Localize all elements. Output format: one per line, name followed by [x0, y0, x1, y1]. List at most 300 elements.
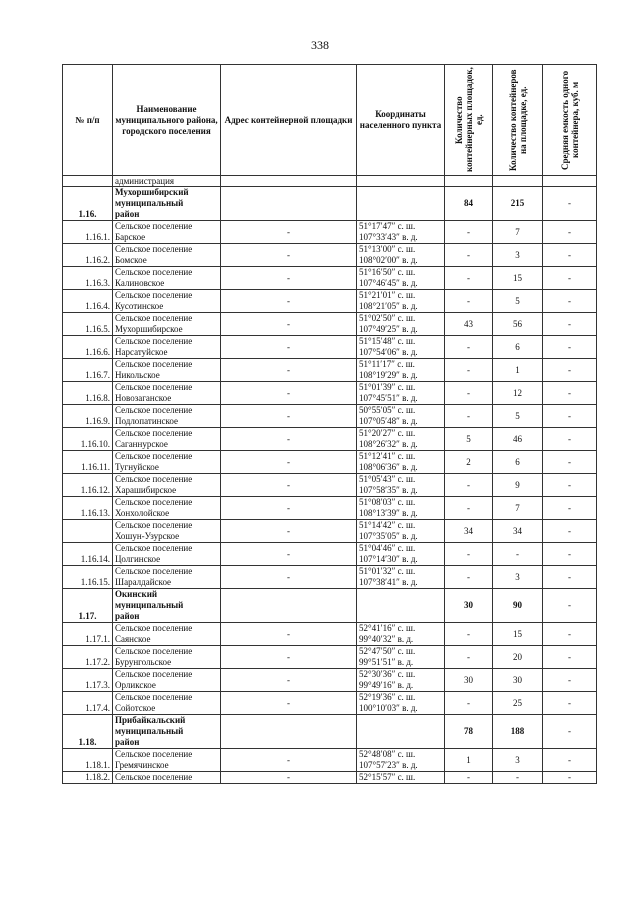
- containers-count: 12: [493, 382, 543, 405]
- container-address: -: [221, 359, 357, 382]
- name-line: Сельское поселение: [115, 359, 193, 369]
- sites-count: -: [445, 405, 493, 428]
- name-line: Саянское: [115, 634, 151, 644]
- latitude: 52°30′36″ с. ш.: [359, 669, 416, 679]
- row-number: 1.18.1.: [63, 749, 113, 772]
- settlement-name: [113, 566, 221, 589]
- name-line: Орликское: [115, 680, 156, 690]
- latitude: 52°41′16″ с. ш.: [359, 623, 416, 633]
- settlement-name: [113, 520, 221, 543]
- coordinates: [357, 382, 445, 405]
- table-row: [63, 382, 597, 405]
- longitude: 108°21′05″ в. д.: [359, 301, 418, 311]
- name-line: Бурунгольское: [115, 657, 172, 667]
- containers-count: 3: [493, 749, 543, 772]
- average-capacity: -: [543, 451, 597, 474]
- latitude: 51°01′32″ с. ш.: [359, 566, 416, 576]
- latitude: 51°02′50″ с. ш.: [359, 313, 416, 323]
- row-number: 1.16.2.: [63, 244, 113, 267]
- container-address: -: [221, 451, 357, 474]
- containers-count: 20: [493, 646, 543, 669]
- name-line: Калиновское: [115, 278, 165, 288]
- coordinates: [357, 290, 445, 313]
- coordinates: [357, 669, 445, 692]
- name-line: Сельское поселение: [115, 451, 193, 461]
- containers-count: 7: [493, 497, 543, 520]
- average-capacity: -: [543, 772, 597, 784]
- name-line: Бомское: [115, 255, 147, 265]
- name-line: район: [115, 737, 140, 747]
- carryover-text: администрация: [113, 176, 221, 187]
- settlement-name: [113, 669, 221, 692]
- settlement-name: [113, 772, 221, 784]
- longitude: 107°35′05″ в. д.: [359, 531, 418, 541]
- table-row: [63, 313, 597, 336]
- container-address: -: [221, 520, 357, 543]
- settlement-name: [113, 428, 221, 451]
- average-capacity: -: [543, 589, 597, 623]
- containers-count: 56: [493, 313, 543, 336]
- longitude: 108°06′36″ в. д.: [359, 462, 418, 472]
- container-address: -: [221, 669, 357, 692]
- average-capacity: -: [543, 474, 597, 497]
- row-number: 1.16.9.: [63, 405, 113, 428]
- latitude: 52°15′57″ с. ш.: [359, 772, 416, 782]
- average-capacity: -: [543, 428, 597, 451]
- average-capacity: -: [543, 221, 597, 244]
- containers-count: 30: [493, 669, 543, 692]
- name-line: Сельское поселение: [115, 221, 193, 231]
- settlement-name: [113, 715, 221, 749]
- coordinates: [357, 359, 445, 382]
- containers-count: 7: [493, 221, 543, 244]
- table-row: [63, 451, 597, 474]
- container-address: -: [221, 290, 357, 313]
- average-capacity: -: [543, 336, 597, 359]
- longitude: 108°13′39″ в. д.: [359, 508, 418, 518]
- sites-count: -: [445, 290, 493, 313]
- name-line: Сельское поселение: [115, 669, 193, 679]
- table-row: [63, 749, 597, 772]
- name-line: Цолгинское: [115, 554, 161, 564]
- name-line: Сельское поселение: [115, 497, 193, 507]
- name-line: Мухоршибирский: [115, 187, 189, 197]
- container-address: -: [221, 336, 357, 359]
- name-line: муниципальный: [115, 198, 184, 208]
- container-address: [221, 715, 357, 749]
- coordinates: [357, 244, 445, 267]
- sites-count: 43: [445, 313, 493, 336]
- containers-count: 90: [493, 589, 543, 623]
- header-num: № п/п: [63, 65, 113, 176]
- coordinates: [357, 520, 445, 543]
- row-number: 1.18.: [63, 715, 113, 749]
- average-capacity: -: [543, 313, 597, 336]
- container-address: [221, 187, 357, 221]
- latitude: 51°04′46″ с. ш.: [359, 543, 416, 553]
- coordinates: [357, 221, 445, 244]
- row-number: 1.16.3.: [63, 267, 113, 290]
- container-address: -: [221, 543, 357, 566]
- settlement-name: [113, 497, 221, 520]
- latitude: 51°20′27″ с. ш.: [359, 428, 416, 438]
- table-row: [63, 267, 597, 290]
- longitude: 107°38′41″ в. д.: [359, 577, 418, 587]
- name-line: Сельское поселение: [115, 566, 193, 576]
- sites-count: 34: [445, 520, 493, 543]
- latitude: 51°13′00″ с. ш.: [359, 244, 416, 254]
- containers-count: -: [493, 543, 543, 566]
- name-line: район: [115, 209, 140, 219]
- longitude: 99°49′16″ в. д.: [359, 680, 414, 690]
- name-line: Сельское поселение: [115, 692, 193, 702]
- name-line: Окинский: [115, 589, 158, 599]
- header-containers: Количество контейнеров на площадке, ед.: [493, 65, 543, 176]
- latitude: 51°01′39″ с. ш.: [359, 382, 416, 392]
- containers-count: 15: [493, 623, 543, 646]
- coordinates: [357, 692, 445, 715]
- average-capacity: -: [543, 692, 597, 715]
- name-line: Сельское поселение: [115, 405, 193, 415]
- longitude: 108°26′32″ в. д.: [359, 439, 418, 449]
- row-number: [63, 520, 113, 543]
- sites-count: 2: [445, 451, 493, 474]
- containers-count: 9: [493, 474, 543, 497]
- row-number: 1.17.4.: [63, 692, 113, 715]
- coordinates: [357, 497, 445, 520]
- containers-count: 25: [493, 692, 543, 715]
- longitude: 108°19′29″ в. д.: [359, 370, 418, 380]
- sites-count: -: [445, 623, 493, 646]
- average-capacity: -: [543, 290, 597, 313]
- name-line: Сельское поселение: [115, 474, 193, 484]
- coordinates: [357, 566, 445, 589]
- name-line: Сойотское: [115, 703, 156, 713]
- containers-count: 3: [493, 566, 543, 589]
- longitude: 107°05′48″ в. д.: [359, 416, 418, 426]
- settlement-name: [113, 221, 221, 244]
- coordinates: [357, 405, 445, 428]
- header-capacity: Средняя емкость одного контейнера, куб. м: [543, 65, 597, 176]
- latitude: 51°16′50″ с. ш.: [359, 267, 416, 277]
- name-line: Сельское поселение: [115, 290, 193, 300]
- row-number: 1.17.3.: [63, 669, 113, 692]
- longitude: 107°14′30″ в. д.: [359, 554, 418, 564]
- average-capacity: -: [543, 244, 597, 267]
- name-line: Хонхолойское: [115, 508, 170, 518]
- average-capacity: -: [543, 566, 597, 589]
- longitude: 107°58′35″ в. д.: [359, 485, 418, 495]
- settlement-name: [113, 313, 221, 336]
- container-address: -: [221, 428, 357, 451]
- containers-count: 6: [493, 451, 543, 474]
- sites-count: -: [445, 359, 493, 382]
- container-address: -: [221, 497, 357, 520]
- name-line: Гремячинское: [115, 760, 169, 770]
- longitude: 107°45′51″ в. д.: [359, 393, 418, 403]
- settlement-name: [113, 382, 221, 405]
- coordinates: [357, 267, 445, 290]
- row-number: 1.16.8.: [63, 382, 113, 405]
- row-number: 1.16.: [63, 187, 113, 221]
- sites-count: 30: [445, 669, 493, 692]
- table-row: [63, 772, 597, 784]
- container-address: -: [221, 313, 357, 336]
- coordinates: [357, 623, 445, 646]
- sites-count: -: [445, 543, 493, 566]
- settlement-name: [113, 244, 221, 267]
- average-capacity: -: [543, 749, 597, 772]
- sites-count: -: [445, 692, 493, 715]
- row-number: 1.16.5.: [63, 313, 113, 336]
- container-address: [221, 589, 357, 623]
- row-number: 1.16.13.: [63, 497, 113, 520]
- containers-count: 46: [493, 428, 543, 451]
- table-row: [63, 428, 597, 451]
- coordinates: [357, 474, 445, 497]
- containers-table: [62, 64, 597, 784]
- page-number: 338: [311, 38, 329, 52]
- longitude: 108°02′00″ в. д.: [359, 255, 418, 265]
- average-capacity: -: [543, 187, 597, 221]
- name-line: Сельское поселение: [115, 749, 193, 759]
- table-row: [63, 543, 597, 566]
- district-row: [63, 187, 597, 221]
- name-line: Сельское поселение: [115, 520, 193, 530]
- containers-count: 34: [493, 520, 543, 543]
- container-address: -: [221, 267, 357, 290]
- name-line: муниципальный: [115, 726, 184, 736]
- row-number: 1.16.15.: [63, 566, 113, 589]
- district-row: [63, 589, 597, 623]
- latitude: 51°11′17″ с. ш.: [359, 359, 415, 369]
- sites-count: -: [445, 566, 493, 589]
- longitude: 107°54′06″ в. д.: [359, 347, 418, 357]
- latitude: 51°21′01″ с. ш.: [359, 290, 416, 300]
- name-line: Новозаганское: [115, 393, 172, 403]
- container-address: -: [221, 244, 357, 267]
- name-line: Харашибирское: [115, 485, 177, 495]
- container-address: -: [221, 646, 357, 669]
- coordinates: [357, 772, 445, 784]
- average-capacity: -: [543, 267, 597, 290]
- name-line: Сельское поселение: [115, 646, 193, 656]
- coordinates: [357, 543, 445, 566]
- row-number: 1.16.11.: [63, 451, 113, 474]
- sites-count: -: [445, 244, 493, 267]
- containers-count: 5: [493, 290, 543, 313]
- row-number: 1.16.12.: [63, 474, 113, 497]
- sites-count: 1: [445, 749, 493, 772]
- sites-count: 5: [445, 428, 493, 451]
- table-row: [63, 566, 597, 589]
- header-address: Адрес контейнерной площадки: [221, 65, 357, 176]
- coordinates: [357, 336, 445, 359]
- name-line: Нарсатуйское: [115, 347, 168, 357]
- name-line: Саганнурское: [115, 439, 168, 449]
- sites-count: -: [445, 772, 493, 784]
- container-address: -: [221, 772, 357, 784]
- table-row: [63, 290, 597, 313]
- container-address: -: [221, 405, 357, 428]
- name-line: Хошун-Узурское: [115, 531, 180, 541]
- latitude: 52°47′50″ с. ш.: [359, 646, 416, 656]
- name-line: Сельское поселение: [115, 382, 193, 392]
- container-address: -: [221, 623, 357, 646]
- sites-count: -: [445, 336, 493, 359]
- name-line: Шаралдайское: [115, 577, 172, 587]
- longitude: 107°46′45″ в. д.: [359, 278, 418, 288]
- containers-count: 6: [493, 336, 543, 359]
- name-line: Сельское поселение: [115, 623, 193, 633]
- latitude: 51°15′48″ с. ш.: [359, 336, 416, 346]
- table-row: [63, 520, 597, 543]
- name-line: Мухоршибирское: [115, 324, 183, 334]
- coordinates: [357, 451, 445, 474]
- sites-count: 78: [445, 715, 493, 749]
- header-row: [63, 65, 597, 176]
- average-capacity: -: [543, 405, 597, 428]
- containers-count: 1: [493, 359, 543, 382]
- latitude: 52°48′08″ с. ш.: [359, 749, 416, 759]
- containers-count: 5: [493, 405, 543, 428]
- table-row: [63, 692, 597, 715]
- average-capacity: -: [543, 520, 597, 543]
- name-line: Никольское: [115, 370, 160, 380]
- latitude: 51°08′03″ с. ш.: [359, 497, 416, 507]
- name-line: район: [115, 611, 140, 621]
- longitude: 99°51′51″ в. д.: [359, 657, 414, 667]
- table-row: [63, 474, 597, 497]
- district-row: [63, 715, 597, 749]
- coordinates: [357, 749, 445, 772]
- sites-count: 84: [445, 187, 493, 221]
- containers-count: -: [493, 772, 543, 784]
- header-coords: Координаты населенного пункта: [357, 65, 445, 176]
- coordinates: [357, 589, 445, 623]
- latitude: 51°05′43″ с. ш.: [359, 474, 416, 484]
- row-number: 1.16.10.: [63, 428, 113, 451]
- containers-count: 215: [493, 187, 543, 221]
- longitude: 107°49′25″ в. д.: [359, 324, 418, 334]
- coordinates: [357, 646, 445, 669]
- table-row: [63, 669, 597, 692]
- table-row: [63, 497, 597, 520]
- table-row: [63, 405, 597, 428]
- settlement-name: [113, 749, 221, 772]
- name-line: Тугнуйское: [115, 462, 159, 472]
- longitude: 99°40′32″ в. д.: [359, 634, 414, 644]
- name-line: Прибайкальский: [115, 715, 186, 725]
- row-number: 1.17.2.: [63, 646, 113, 669]
- sites-count: -: [445, 267, 493, 290]
- name-line: Сельское поселение: [115, 244, 193, 254]
- latitude: 51°14′42″ с. ш.: [359, 520, 416, 530]
- coordinates: [357, 187, 445, 221]
- settlement-name: [113, 543, 221, 566]
- name-line: Барское: [115, 232, 146, 242]
- average-capacity: -: [543, 623, 597, 646]
- name-line: Сельское поселение: [115, 428, 193, 438]
- table-row: [63, 221, 597, 244]
- container-address: -: [221, 382, 357, 405]
- average-capacity: -: [543, 646, 597, 669]
- name-line: муниципальный: [115, 600, 184, 610]
- latitude: 51°17′47″ с. ш.: [359, 221, 416, 231]
- name-line: Сельское поселение: [115, 313, 193, 323]
- name-line: Сельское поселение: [115, 772, 193, 782]
- header-name: Наименование муниципального района, городского поселения: [113, 65, 221, 176]
- containers-count: 188: [493, 715, 543, 749]
- table-row: [63, 359, 597, 382]
- table-row: [63, 336, 597, 359]
- row-number: 1.16.1.: [63, 221, 113, 244]
- carryover-row: [63, 176, 597, 187]
- row-number: 1.16.7.: [63, 359, 113, 382]
- settlement-name: [113, 692, 221, 715]
- name-line: Сельское поселение: [115, 543, 193, 553]
- latitude: 50°55′05″ с. ш.: [359, 405, 416, 415]
- row-number: 1.18.2.: [63, 772, 113, 784]
- container-address: -: [221, 221, 357, 244]
- longitude: 107°57′23″ в. д.: [359, 760, 418, 770]
- row-number: 1.17.: [63, 589, 113, 623]
- sites-count: -: [445, 382, 493, 405]
- average-capacity: -: [543, 359, 597, 382]
- name-line: Сельское поселение: [115, 336, 193, 346]
- container-address: -: [221, 566, 357, 589]
- settlement-name: [113, 267, 221, 290]
- longitude: 107°33′43″ в. д.: [359, 232, 418, 242]
- coordinates: [357, 428, 445, 451]
- latitude: 51°12′41″ с. ш.: [359, 451, 416, 461]
- container-address: -: [221, 749, 357, 772]
- settlement-name: [113, 646, 221, 669]
- row-number: 1.16.14.: [63, 543, 113, 566]
- settlement-name: [113, 405, 221, 428]
- average-capacity: -: [543, 715, 597, 749]
- sites-count: -: [445, 497, 493, 520]
- average-capacity: -: [543, 497, 597, 520]
- container-address: -: [221, 692, 357, 715]
- average-capacity: -: [543, 543, 597, 566]
- longitude: 100°10′03″ в. д.: [359, 703, 418, 713]
- containers-count: 3: [493, 244, 543, 267]
- name-line: Сельское поселение: [115, 267, 193, 277]
- settlement-name: [113, 336, 221, 359]
- settlement-name: [113, 589, 221, 623]
- container-address: -: [221, 474, 357, 497]
- sites-count: -: [445, 646, 493, 669]
- name-line: Кусотинское: [115, 301, 164, 311]
- settlement-name: [113, 290, 221, 313]
- table-row: [63, 623, 597, 646]
- sites-count: -: [445, 474, 493, 497]
- name-line: Подлопатинское: [115, 416, 178, 426]
- average-capacity: -: [543, 382, 597, 405]
- row-number: 1.16.6.: [63, 336, 113, 359]
- row-number: 1.17.1.: [63, 623, 113, 646]
- settlement-name: [113, 623, 221, 646]
- settlement-name: [113, 474, 221, 497]
- settlement-name: [113, 451, 221, 474]
- coordinates: [357, 313, 445, 336]
- sites-count: -: [445, 221, 493, 244]
- header-sites: Количество контейнерных площадок, ед.: [445, 65, 493, 176]
- table-row: [63, 646, 597, 669]
- latitude: 52°19′36″ с. ш.: [359, 692, 416, 702]
- table-row: [63, 244, 597, 267]
